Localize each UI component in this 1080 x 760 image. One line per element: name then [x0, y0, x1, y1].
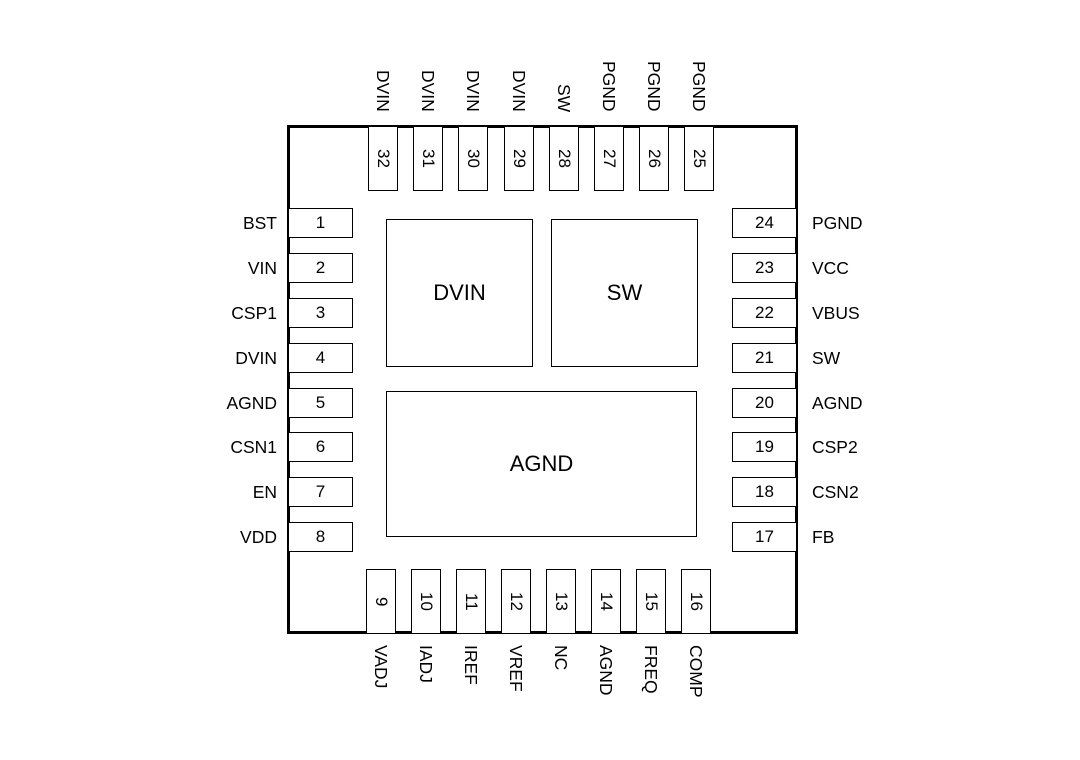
- pin-9-number: 9: [372, 596, 391, 607]
- pin-24-label: PGND: [812, 213, 863, 233]
- pin-26-label: PGND: [644, 61, 664, 112]
- pin-7-label: EN: [252, 482, 277, 502]
- pin-7-box: [288, 477, 353, 507]
- pin-5-box: [288, 388, 353, 418]
- pin-29-box: [504, 126, 534, 191]
- pin-13-number: 13: [552, 592, 571, 611]
- pad-sw-label: SW: [606, 280, 643, 305]
- pin-28-box: [549, 126, 579, 191]
- pin-23-box: [732, 253, 797, 283]
- pin-12-number: 12: [507, 592, 526, 611]
- pin-6-box: [288, 432, 353, 462]
- pin-20-box: [732, 388, 797, 418]
- pin-29-number: 29: [510, 149, 529, 168]
- pin-10-number: 10: [417, 592, 436, 611]
- pin-2-box: [288, 253, 353, 283]
- pin-19-number: 19: [755, 437, 774, 456]
- pin-15-number: 15: [642, 592, 661, 611]
- pin-18-box: [732, 477, 797, 507]
- pin-3-number: 3: [315, 303, 326, 322]
- pin-25-label: PGND: [689, 61, 709, 112]
- pin-10-box: [411, 569, 441, 634]
- pin-14-number: 14: [597, 592, 616, 611]
- pin-11-label: IREF: [461, 645, 481, 685]
- pin-14-label: AGND: [596, 645, 616, 696]
- pin-6-label: CSN1: [230, 437, 277, 457]
- pin-27-number: 27: [600, 149, 619, 168]
- pin-5-number: 5: [315, 393, 326, 412]
- pin-3-box: [288, 298, 353, 328]
- pin-21-number: 21: [755, 348, 774, 367]
- chip-body-outline: [287, 125, 798, 634]
- pin-27-box: [594, 126, 624, 191]
- pad-dvin-label: DVIN: [433, 280, 486, 305]
- pin-15-label: FREQ: [641, 645, 661, 694]
- pin-2-number: 2: [315, 258, 326, 277]
- pin-9-box: [366, 569, 396, 634]
- pin-7-number: 7: [315, 482, 326, 501]
- pin-1-number: 1: [315, 213, 326, 232]
- pin-27-label: PGND: [599, 61, 619, 112]
- pin-22-number: 22: [755, 303, 774, 322]
- pin-25-box: [684, 126, 714, 191]
- pin-24-number: 24: [755, 213, 774, 232]
- pin-17-number: 17: [755, 527, 774, 546]
- pin-16-box: [681, 569, 711, 634]
- pin-26-number: 26: [645, 149, 664, 168]
- pin-32-number: 32: [374, 149, 393, 168]
- pad-sw: [551, 219, 698, 367]
- pin-21-label: SW: [812, 348, 841, 368]
- pin-6-number: 6: [315, 437, 326, 456]
- pin-8-number: 8: [315, 527, 326, 546]
- pad-agnd: [386, 391, 697, 537]
- pin-25-number: 25: [690, 149, 709, 168]
- pin-28-number: 28: [555, 149, 574, 168]
- pin-23-label: VCC: [812, 258, 849, 278]
- pin-19-box: [732, 432, 797, 462]
- pin-5-label: AGND: [226, 393, 277, 413]
- pin-8-box: [288, 522, 353, 552]
- pin-12-label: VREF: [506, 645, 526, 692]
- pin-17-label: FB: [812, 527, 835, 547]
- pin-4-label: DVIN: [235, 348, 277, 368]
- pin-22-label: VBUS: [812, 303, 860, 323]
- pin-18-label: CSN2: [812, 482, 859, 502]
- pin-8-label: VDD: [240, 527, 277, 547]
- pin-11-box: [456, 569, 486, 634]
- pin-1-box: [288, 208, 353, 238]
- pin-9-label: VADJ: [371, 645, 391, 689]
- pin-28-label: SW: [554, 83, 574, 112]
- pin-31-label: DVIN: [418, 70, 438, 112]
- pin-21-box: [732, 343, 797, 373]
- pin-29-label: DVIN: [509, 70, 529, 112]
- pin-12-box: [501, 569, 531, 634]
- pin-3-label: CSP1: [231, 303, 277, 323]
- pin-4-box: [288, 343, 353, 373]
- pin-18-number: 18: [755, 482, 774, 501]
- pin-23-number: 23: [755, 258, 774, 277]
- pin-24-box: [732, 208, 797, 238]
- pin-31-box: [413, 126, 443, 191]
- pin-26-box: [639, 126, 669, 191]
- pin-19-label: CSP2: [812, 437, 858, 457]
- pin-16-label: COMP: [686, 645, 706, 698]
- pin-10-label: IADJ: [416, 645, 436, 683]
- pin-31-number: 31: [419, 149, 438, 168]
- pin-14-box: [591, 569, 621, 634]
- pin-15-box: [636, 569, 666, 634]
- pin-32-label: DVIN: [373, 70, 393, 112]
- pad-dvin: [386, 219, 533, 367]
- pin-16-number: 16: [687, 592, 706, 611]
- pin-17-box: [732, 522, 797, 552]
- pin-22-box: [732, 298, 797, 328]
- pin-20-number: 20: [755, 393, 774, 412]
- pin-30-number: 30: [464, 149, 483, 168]
- pin-13-box: [546, 569, 576, 634]
- pin-20-label: AGND: [812, 393, 863, 413]
- pad-agnd-label: AGND: [509, 451, 574, 476]
- pin-13-label: NC: [551, 645, 571, 671]
- pin-11-number: 11: [462, 592, 481, 611]
- pin-32-box: [368, 126, 398, 191]
- pin-30-box: [458, 126, 488, 191]
- pin-4-number: 4: [315, 348, 326, 367]
- pin-30-label: DVIN: [463, 70, 483, 112]
- pin-1-label: BST: [242, 213, 277, 233]
- pin-2-label: VIN: [247, 258, 277, 278]
